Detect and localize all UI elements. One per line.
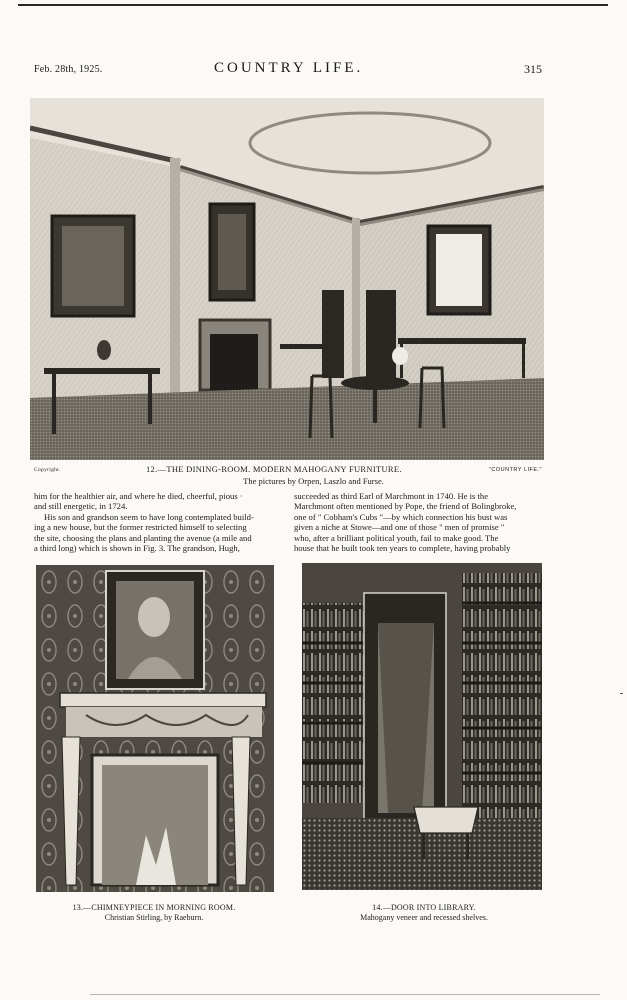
page-header	[34, 60, 542, 82]
figure-14-detail: Mahogany veneer and recessed shelves.	[360, 913, 488, 922]
copyright-label: Copyright.	[34, 467, 61, 473]
figure-13-detail: Christian Stirling, by Raeburn.	[104, 913, 204, 922]
article-line: His son and grandson seem to have long contemplated build-	[44, 511, 254, 522]
chimneypiece-illustration	[36, 565, 274, 892]
article-line: succeeded as third Earl of Marchmont in 1740. He is the	[294, 491, 489, 501]
bottom-rule	[90, 994, 600, 995]
masthead-title: COUNTRY LIFE.	[214, 60, 364, 76]
figure-14-title: 14.—DOOR INTO LIBRARY.	[372, 903, 476, 912]
article-line: a third long) which is shown in Fig. 3. The grandson, Hugh,	[34, 543, 240, 554]
library-door-illustration	[302, 563, 542, 890]
figure-13-title: 13.—CHIMNEYPIECE IN MORNING ROOM.	[72, 903, 236, 912]
article-line: who, after a brilliant political youth, fail to make good. The	[294, 532, 499, 543]
figure-12-subcaption: The pictures by Orpen, Laszlo and Furse.	[243, 476, 384, 486]
figure-14-caption	[304, 903, 544, 923]
library-door-photo	[302, 563, 542, 890]
article-line: him for the healthier air, and where he died, cheerful, pious ·	[34, 491, 243, 501]
chimneypiece-photo	[36, 565, 274, 892]
issue-date: Feb. 28th, 1925.	[34, 64, 103, 75]
article-column-right	[294, 491, 546, 553]
article-line: and still energetic, in 1724.	[34, 501, 128, 512]
article-line: ing a new house, but the former restricted himself to selecting	[34, 522, 247, 533]
margin-mark	[620, 693, 623, 694]
article-line: one of " Cobham's Cubs "—by which connection his bust was	[294, 511, 508, 522]
article-column-left	[34, 491, 286, 553]
photo-credit: "COUNTRY LIFE."	[488, 467, 542, 473]
article-line: given a niche at Stowe—and one of those " men of promise "	[294, 522, 505, 533]
article-line: the site, choosing the plans and planting the avenue (a mile and	[34, 532, 252, 543]
figure-12-caption: 12.—THE DINING-ROOM. MODERN MAHOGANY FURNITURE.	[146, 464, 402, 474]
top-rule	[18, 4, 608, 6]
article-line: house that he built took ten years to complete, having probably	[294, 543, 511, 554]
figure-13-caption	[34, 903, 274, 923]
dining-room-illustration	[30, 98, 544, 460]
page-number: 315	[524, 62, 542, 76]
article-line: Marchmont often mentioned by Pope, the friend of Bolingbroke,	[294, 501, 517, 512]
dining-room-photo	[30, 98, 544, 460]
